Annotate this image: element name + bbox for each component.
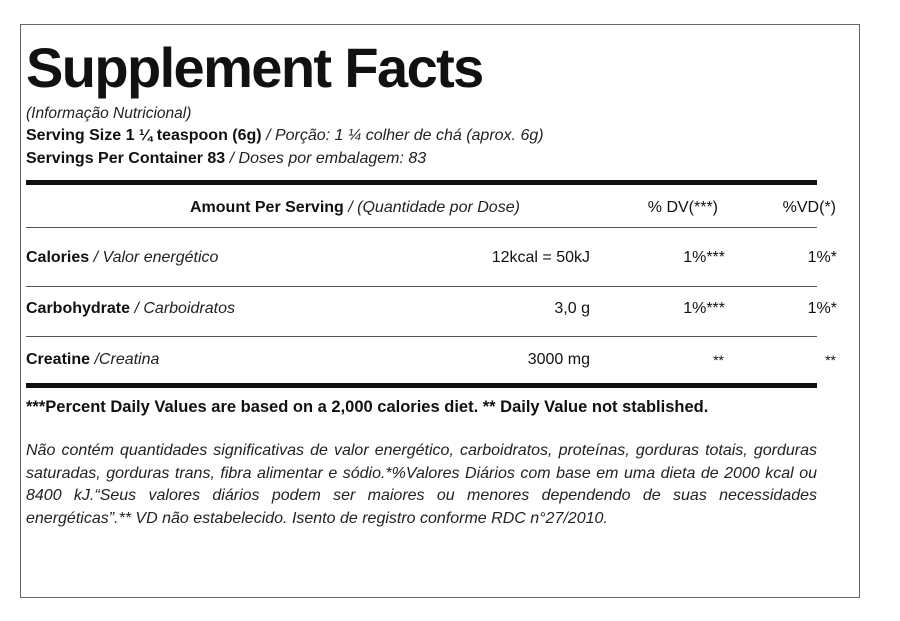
serving-size-en: Serving Size 1 ¼ teaspoon (6g) [26, 127, 262, 144]
amount-header-pt: / (Quantidade por Dose) [348, 199, 520, 216]
calories-amount: 12kcal = 50kJ [491, 249, 590, 266]
carbohydrate-name-en: Carbohydrate [26, 300, 131, 317]
calories-name-pt: / Valor energético [93, 249, 219, 266]
creatine-vd: ** [825, 352, 836, 368]
label-subtitle: (Informação Nutricional) [26, 105, 192, 122]
servings-per-container-line [26, 149, 426, 169]
top-thick-rule [26, 180, 817, 185]
vd-header: %VD(*) [782, 199, 836, 216]
servings-per-container-pt: / Doses por embalagem: 83 [229, 150, 427, 167]
label-title: Supplement Facts [26, 36, 483, 99]
serving-size-line [26, 126, 544, 146]
calories-dv: 1%*** [683, 249, 725, 266]
carbohydrate-label [26, 299, 235, 319]
carbohydrate-name-pt: / Carboidratos [134, 300, 235, 317]
amount-header-en: Amount Per Serving [190, 199, 344, 216]
calories-name-en: Calories [26, 249, 90, 266]
row-divider-1 [26, 286, 817, 287]
bottom-thick-rule [26, 383, 817, 388]
footnote-portuguese: Não contém quantidades significativas de valor energético, carboidratos, proteínas, gorduras totais, gorduras saturadas, gorduras trans, fibra alimentar e sódio.*%Valores Diários com base em uma dieta de 2000 kcal ou 8400 kJ.“Seus valores diários podem ser maiores ou menores dependendo de suas necessidades energéticas”.** VD não estabelecido. Isento de registro conforme RDC n°27/2010. [26, 442, 817, 527]
amount-per-serving-header [190, 198, 520, 218]
serving-size-pt: / Porção: 1 ¼ colher de chá (aprox. 6g) [266, 127, 544, 144]
carbohydrate-vd: 1%* [807, 300, 837, 317]
carbohydrate-amount: 3,0 g [554, 300, 590, 317]
servings-per-container-en: Servings Per Container 83 [26, 150, 226, 167]
creatine-name-pt: /Creatina [94, 351, 160, 368]
dv-header: % DV(***) [647, 199, 718, 216]
creatine-dv: ** [713, 352, 724, 368]
footnote-english: ***Percent Daily Values are based on a 2,000 calories diet. ** Daily Value not stablished. [26, 398, 709, 416]
calories-label [26, 248, 218, 268]
creatine-label [26, 350, 159, 370]
creatine-name-en: Creatine [26, 351, 91, 368]
calories-vd: 1%* [807, 249, 837, 266]
header-divider [26, 227, 817, 228]
carbohydrate-dv: 1%*** [683, 300, 725, 317]
row-divider-2 [26, 336, 817, 337]
creatine-amount: 3000 mg [527, 351, 590, 368]
